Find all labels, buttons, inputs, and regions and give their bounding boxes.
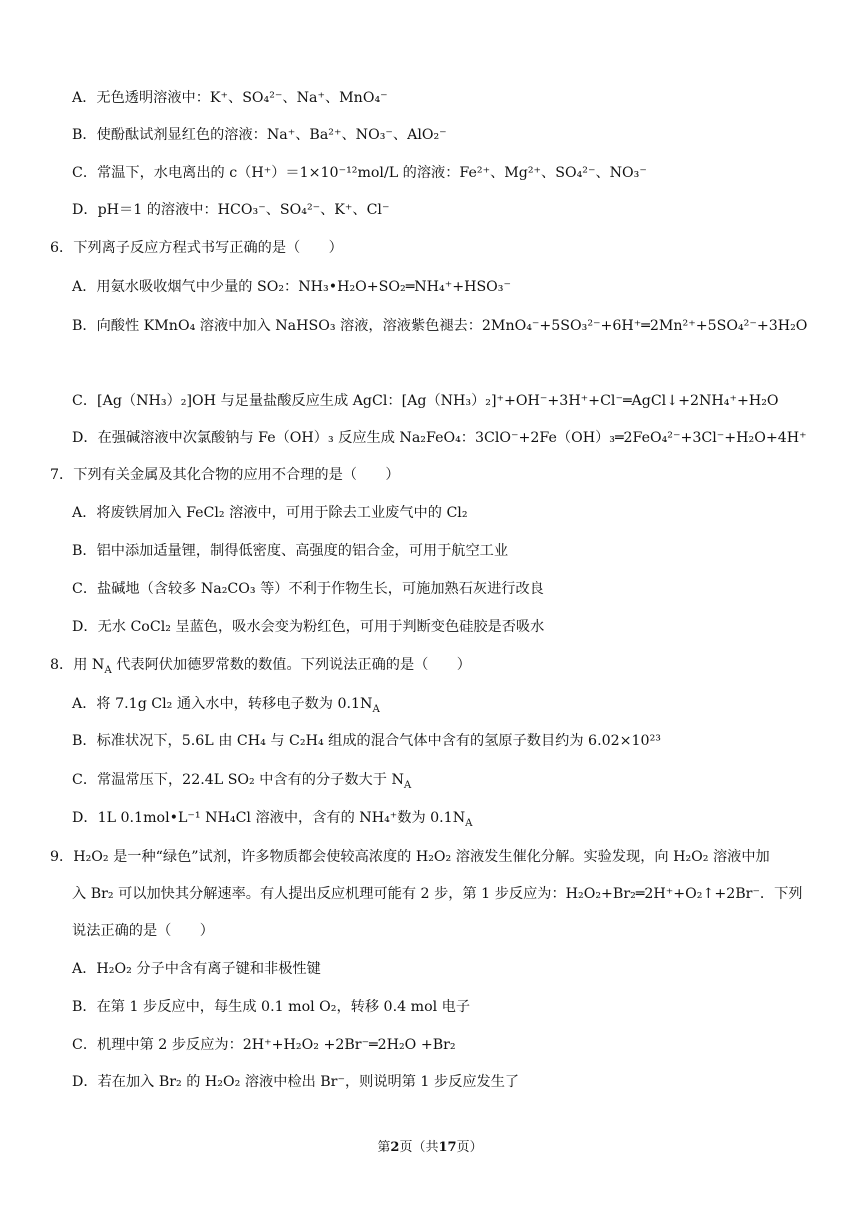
page-total: 17	[438, 1140, 457, 1155]
q5-option-c: C．常温下，水电离出的 c（H⁺）＝1×10⁻¹²mol/L 的溶液：Fe²⁺、Mg²⁺、SO₄²⁻、NO₃⁻	[72, 165, 647, 181]
q8-option-d: D．1L 0.1mol•L⁻¹ NH₄Cl 溶液中，含有的 NH₄⁺数为 $0.1N_A$	[72, 810, 473, 829]
question-9-line-2: 入 Br₂ 可以加快其分解速率。有人提出反应机理可能有 2 步，第 1 步反应为：H₂O₂+Br₂═2H⁺+O₂↑+2Br⁻．下列	[72, 886, 803, 902]
q8-option-c: C．常温常压下，22.4L SO₂ 中含有的分子数大于 $N_A$	[72, 772, 412, 791]
q7-option-b: B．铝中添加适量锂，制得低密度、高强度的铝合金，可用于航空工业	[72, 543, 509, 559]
q7-option-c: C．盐碱地（含较多 Na₂CO₃ 等）不利于作物生长，可施加熟石灰进行改良	[72, 581, 544, 597]
q5-option-a: A．无色透明溶液中：K⁺、SO₄²⁻、Na⁺、MnO₄⁻	[72, 90, 388, 106]
q8-option-b: B．标准状况下，5.6L 由 CH₄ 与 C₂H₄ 组成的混合气体中含有的氢原子数目约为 6.02×10²³	[72, 733, 661, 749]
q6-option-c: C．[Ag（NH₃）₂]OH 与足量盐酸反应生成 AgCl：[Ag（NH₃）₂]⁺+OH⁻+3H⁺+Cl⁻═AgCl↓+2NH₄⁺+H₂O	[72, 393, 779, 409]
q6-option-d: D．在强碱溶液中次氯酸钠与 Fe（OH）₃ 反应生成 Na₂FeO₄：3ClO⁻+2Fe（OH）₃═2FeO₄²⁻+3Cl⁻+H₂O+4H⁺	[72, 430, 807, 446]
q9-option-b: B．在第 1 步反应中，每生成 0.1 mol O₂，转移 0.4 mol 电子	[72, 999, 471, 1015]
question-7: 7．下列有关金属及其化合物的应用不合理的是（ ）	[50, 467, 400, 483]
question-9-line-3: 说法正确的是（ ）	[72, 923, 214, 939]
question-8: 8．用 $N_A$ 代表阿伏加德罗常数的数值。下列说法正确的是（ ）	[50, 657, 471, 676]
q9-option-a: A．H₂O₂ 分子中含有离子键和非极性键	[72, 961, 321, 977]
q5-option-d: D．pH＝1 的溶液中：HCO₃⁻、SO₄²⁻、K⁺、Cl⁻	[72, 202, 390, 218]
q9-option-d: D．若在加入 Br₂ 的 H₂O₂ 溶液中检出 Br⁻，则说明第 1 步反应发生了	[72, 1074, 520, 1090]
question-6: 6．下列离子反应方程式书写正确的是（ ）	[50, 240, 343, 256]
q6-option-b: B．向酸性 KMnO₄ 溶液中加入 NaHSO₃ 溶液，溶液紫色褪去：2MnO₄⁻+5SO₃²⁻+6H⁺═2Mn²⁺+5SO₄²⁻+3H₂O	[72, 318, 808, 334]
page-number: 2	[390, 1140, 400, 1155]
q7-option-d: D．无水 CoCl₂ 呈蓝色，吸水会变为粉红色，可用于判断变色硅胶是否吸水	[72, 619, 545, 635]
q7-option-a: A．将废铁屑加入 FeCl₂ 溶液中，可用于除去工业废气中的 Cl₂	[72, 505, 468, 521]
footer-suffix: 页）	[456, 1140, 483, 1155]
q5-option-b: B．使酚酞试剂显红色的溶液：Na⁺、Ba²⁺、NO₃⁻、AlO₂⁻	[72, 127, 447, 143]
q6-option-a: A．用氨水吸收烟气中少量的 SO₂：NH₃•H₂O+SO₂═NH₄⁺+HSO₃⁻	[72, 279, 511, 295]
page-footer	[0, 1139, 860, 1157]
footer-middle: 页（共	[399, 1140, 439, 1155]
q9-option-c: C．机理中第 2 步反应为：2H⁺+H₂O₂ +2Br⁻═2H₂O +Br₂	[72, 1037, 456, 1053]
q8-option-a: A．将 7.1g Cl₂ 通入水中，转移电子数为 $0.1N_A$	[72, 696, 380, 715]
question-9-line-1: 9．H₂O₂ 是一种“绿色”试剂，许多物质都会使较高浓度的 H₂O₂ 溶液发生催化分解。实验发现，向 H₂O₂ 溶液中加	[50, 849, 770, 865]
footer-prefix: 第	[377, 1140, 391, 1155]
